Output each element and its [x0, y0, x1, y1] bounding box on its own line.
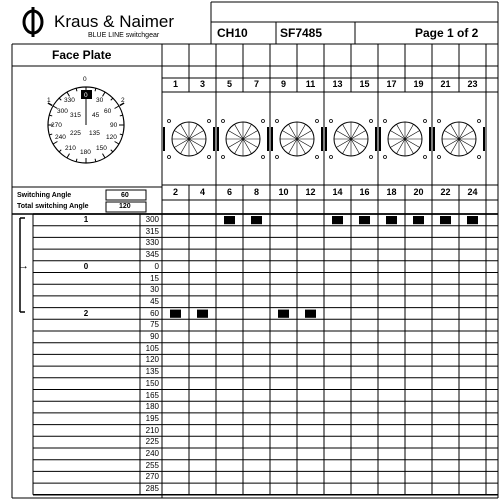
dial-tick-150: [103, 154, 106, 158]
contact-top-5: 5: [226, 79, 232, 89]
contact-top-23: 23: [467, 79, 478, 89]
position-angle: 180: [145, 402, 159, 412]
position-angle: 60: [150, 308, 159, 318]
position-angle: 240: [145, 449, 159, 458]
dial-tick-225: [59, 150, 61, 152]
terminal-dot-1: [262, 120, 265, 123]
terminal-dot-4: [424, 156, 427, 159]
dial-tick-30: [103, 92, 106, 96]
dial-label-0: 0: [83, 76, 87, 83]
dial-tick-210: [67, 154, 70, 158]
position-angle: 285: [145, 484, 159, 494]
switching-angle-box: [106, 190, 146, 200]
closed-contact-1-7-8: [251, 216, 262, 224]
position-angle: 165: [145, 390, 159, 400]
contact-top-19: 19: [413, 79, 424, 89]
terminal-dot-3: [330, 156, 333, 159]
dial-label-150: 150: [96, 145, 107, 152]
terminal-dot-4: [384, 156, 387, 159]
dial-pointer-label: 0: [84, 92, 88, 99]
model-code: CH10: [217, 26, 248, 40]
dial-tick-60: [115, 106, 119, 109]
dial-label-2: 2: [121, 97, 125, 104]
dial-label-60: 60: [104, 108, 112, 115]
dial-label-180: 180: [80, 149, 91, 156]
position-angle: 210: [145, 425, 159, 435]
terminal-dot-2: [276, 156, 279, 159]
terminal-dot-1: [222, 120, 225, 123]
closed-contact-1-21-22: [440, 216, 451, 224]
current-position-arrow-icon: →: [18, 260, 29, 272]
closed-contact-2-11-12: [305, 310, 316, 318]
closed-contact-1-23-24: [467, 216, 478, 224]
position-angle: 0: [154, 261, 159, 271]
position-angle: 270: [145, 472, 159, 482]
contact-bottom-16: 16: [359, 187, 370, 197]
contact-bottom-10: 10: [278, 187, 289, 197]
position-angle: 150: [145, 378, 159, 388]
total-switching-angle-value: 120: [119, 203, 131, 210]
terminal-dot-3: [370, 120, 373, 123]
closed-contact-1-5-6: [224, 216, 235, 224]
position-angle: 90: [150, 332, 159, 341]
position-angle: 15: [150, 273, 159, 283]
position-label: 0: [83, 261, 89, 271]
position-angle: 105: [145, 343, 159, 353]
contact-top-21: 21: [440, 79, 451, 89]
terminal-dot-3: [370, 156, 373, 159]
dial-label-30: 30: [96, 97, 104, 104]
contact-top-3: 3: [199, 79, 205, 89]
contact-top-11: 11: [305, 79, 316, 89]
dial-label-90: 90: [110, 122, 118, 129]
dial-label-240: 240: [55, 134, 66, 141]
contact-top-9: 9: [280, 79, 286, 89]
closed-contact-1-13-14: [332, 216, 343, 224]
contact-bottom-20: 20: [413, 187, 424, 197]
terminal-dot-4: [424, 120, 427, 123]
dial-tick-135: [111, 150, 113, 152]
dial-tick-240: [53, 142, 57, 145]
dial-tick-45: [111, 98, 113, 100]
contact-bottom-12: 12: [305, 187, 316, 197]
terminal-dot-0: [168, 156, 171, 159]
contact-top-17: 17: [386, 79, 397, 89]
brand-name: Kraus & Naimer: [54, 12, 174, 31]
contact-bottom-2: 2: [172, 187, 178, 197]
dial-label-45: 45: [92, 112, 100, 119]
drawing-code: SF7485: [280, 26, 323, 40]
terminal-dot-2: [276, 120, 279, 123]
position-angle: 315: [145, 226, 159, 236]
terminal-dot-2: [316, 120, 319, 123]
switching-angle-value: 60: [121, 192, 129, 199]
terminal-dot-0: [208, 156, 211, 159]
switching-angle-label: Switching Angle: [17, 192, 72, 199]
position-angle: 345: [145, 250, 159, 260]
position-angle: 120: [145, 355, 159, 365]
contact-bottom-6: 6: [226, 187, 232, 197]
total-angle-box: [106, 202, 146, 212]
position-angle: 75: [150, 320, 159, 330]
position-angle: 225: [145, 437, 159, 447]
position-angle: 300: [145, 215, 159, 224]
position-label: 1: [83, 215, 89, 224]
contact-top-13: 13: [332, 79, 343, 89]
position-angle: 330: [145, 238, 159, 248]
contact-top-7: 7: [253, 79, 259, 89]
terminal-dot-1: [262, 156, 265, 159]
contact-bottom-8: 8: [253, 187, 259, 197]
terminal-dot-1: [222, 156, 225, 159]
contact-bottom-4: 4: [199, 187, 205, 197]
dial-label-315: 315: [70, 112, 81, 119]
position-angle: 135: [145, 367, 159, 377]
terminal-dot-5: [438, 156, 441, 159]
contact-bottom-24: 24: [467, 187, 478, 197]
contact-top-1: 1: [172, 79, 178, 89]
terminal-dot-0: [208, 120, 211, 123]
terminal-dot-5: [478, 120, 481, 123]
closed-contact-2-9-10: [278, 310, 289, 318]
dial-label-135: 135: [89, 130, 100, 137]
closed-contact-2-3-4: [197, 310, 208, 318]
page-indicator: Page 1 of 2: [415, 26, 479, 40]
terminal-dot-0: [168, 120, 171, 123]
total-switching-angle-label: Total switching Angle: [17, 203, 89, 210]
dial-label-120: 120: [106, 134, 117, 141]
face-plate-title: Face Plate: [52, 48, 112, 62]
dial-tick-120: [115, 142, 119, 145]
dial-label-210: 210: [65, 145, 76, 152]
brand-tagline: BLUE LINE switchgear: [88, 32, 160, 39]
dial-tick-330: [67, 92, 70, 96]
terminal-dot-2: [316, 156, 319, 159]
terminal-dot-3: [330, 120, 333, 123]
position-angle: 255: [145, 460, 159, 470]
closed-contact-1-15-16: [359, 216, 370, 224]
position-angle: 45: [150, 296, 159, 306]
contact-top-15: 15: [359, 79, 370, 89]
terminal-dot-4: [384, 120, 387, 123]
contact-bottom-14: 14: [332, 187, 343, 197]
position-label: 2: [83, 308, 89, 318]
dial-label-225: 225: [70, 130, 81, 137]
closed-contact-2-1-2: [170, 310, 181, 318]
position-angle: 195: [145, 413, 159, 423]
dial-label-1: 1: [47, 97, 51, 104]
position-angle: 30: [150, 285, 159, 295]
closed-contact-1-19-20: [413, 216, 424, 224]
dial-label-330: 330: [64, 97, 75, 104]
dial-label-300: 300: [57, 108, 68, 115]
contact-bottom-18: 18: [386, 187, 397, 197]
dial-tick-315: [59, 98, 61, 100]
terminal-dot-5: [438, 120, 441, 123]
terminal-dot-5: [478, 156, 481, 159]
contact-bottom-22: 22: [440, 187, 451, 197]
dial-label-270: 270: [51, 122, 62, 129]
closed-contact-1-17-18: [386, 216, 397, 224]
